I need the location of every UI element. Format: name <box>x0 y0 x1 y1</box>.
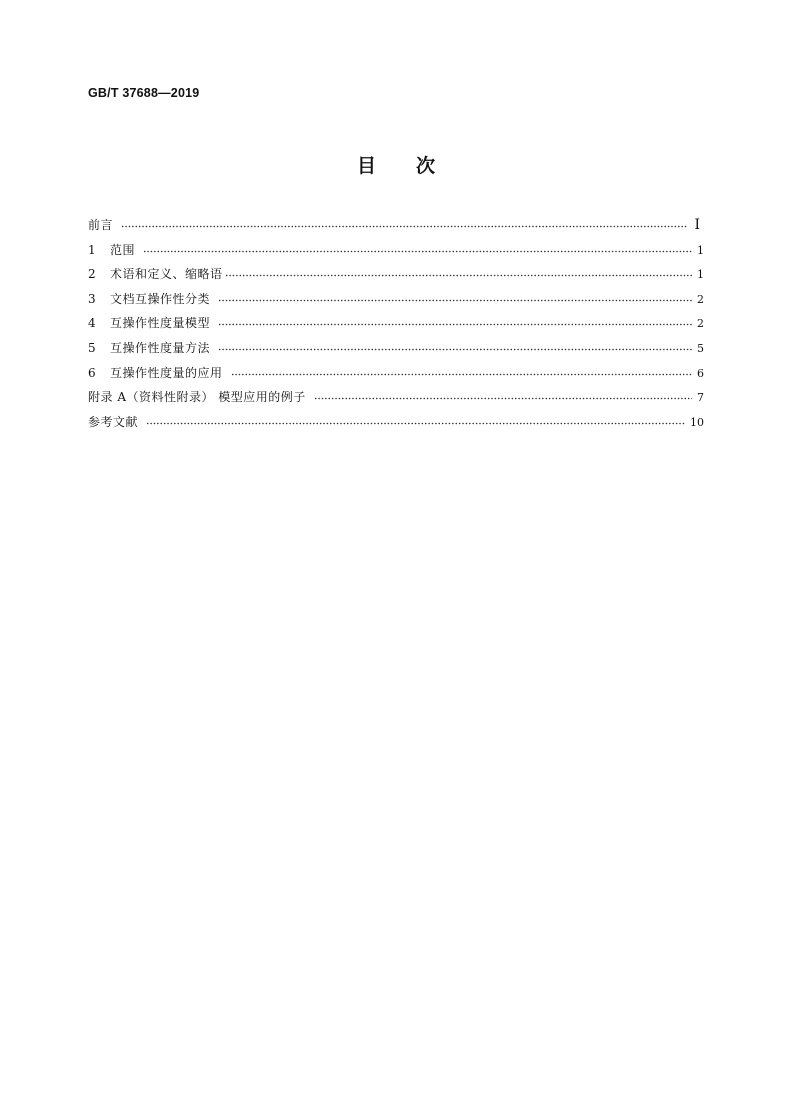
toc-entry[interactable] <box>88 364 704 389</box>
table-of-contents <box>88 216 704 437</box>
toc-entry-page-number: 5 <box>697 341 704 355</box>
toc-entry-number: 4 <box>88 316 96 331</box>
toc-entry[interactable] <box>88 290 704 315</box>
toc-entry-label: 范围 <box>110 242 136 257</box>
dot-leader <box>143 241 692 253</box>
toc-entry-page-number: 1 <box>697 268 704 282</box>
toc-entry-number: 3 <box>88 291 96 306</box>
toc-entry-label: 互操作性度量模型 <box>110 316 211 331</box>
dot-leader <box>121 216 688 228</box>
toc-entry[interactable] <box>88 388 704 413</box>
toc-entry-label: 附录 A（资料性附录） 模型应用的例子 <box>88 390 306 405</box>
toc-entry-page-number: 2 <box>697 317 704 331</box>
toc-entry[interactable] <box>88 216 704 241</box>
toc-entry-label: 互操作性度量的应用 <box>110 365 223 380</box>
toc-entry[interactable] <box>88 265 704 290</box>
dot-leader <box>231 364 692 376</box>
toc-entry-page-number: 6 <box>697 366 704 380</box>
dot-leader <box>225 265 692 277</box>
dot-leader <box>146 413 686 425</box>
dot-leader <box>218 290 692 302</box>
dot-leader <box>218 314 692 326</box>
dot-leader <box>314 388 692 400</box>
dot-leader <box>218 339 692 351</box>
toc-entry[interactable] <box>88 314 704 339</box>
toc-entry-label: 术语和定义、缩略语 <box>110 267 223 282</box>
toc-entry-page-number: 1 <box>697 243 704 257</box>
toc-entry-page-number: 2 <box>697 292 704 306</box>
standard-code: GB/T 37688—2019 <box>88 86 200 100</box>
toc-entry-number: 1 <box>88 242 96 257</box>
toc-entry-number: 5 <box>88 340 96 355</box>
toc-entry-page-number: I <box>694 217 700 233</box>
toc-entry-number: 2 <box>88 267 96 282</box>
toc-entry-label: 文档互操作性分类 <box>110 291 211 306</box>
toc-title: 目次 <box>356 155 475 177</box>
toc-entry-page-number: 10 <box>690 415 704 429</box>
toc-entry-number: 6 <box>88 365 96 380</box>
toc-entry[interactable] <box>88 413 704 438</box>
toc-entry[interactable] <box>88 339 704 364</box>
toc-entry-page-number: 7 <box>697 391 704 405</box>
toc-entry[interactable] <box>88 241 704 266</box>
toc-entry-label: 参考文献 <box>88 414 139 429</box>
toc-entry-label: 前言 <box>88 218 114 232</box>
toc-entry-label: 互操作性度量方法 <box>110 340 211 355</box>
